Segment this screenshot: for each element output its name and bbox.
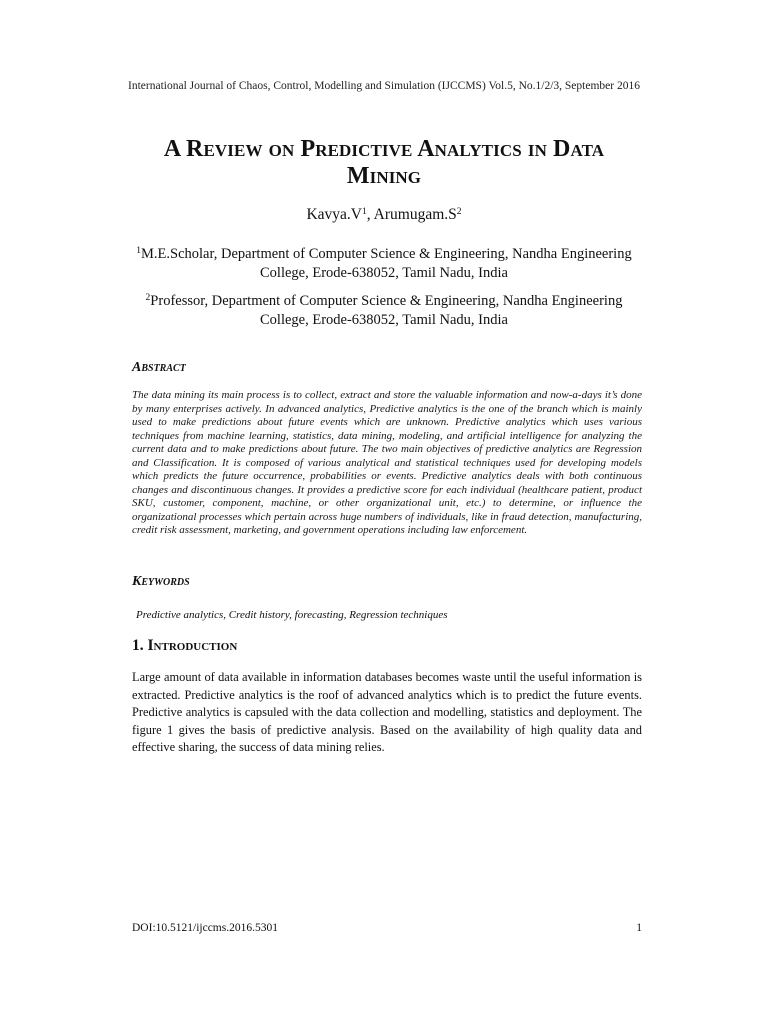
author-2-affiliation-mark: 2 [456, 207, 462, 217]
keywords-heading: Keywords [132, 574, 190, 589]
introduction-text: Large amount of data available in information databases becomes waste until the useful information is extracted. Predictive analytics is the roof of advanced analytics which is to predict the future events. Predictive analytics is capsuled with the data collection and modelling, statistics and deployment. The figure 1 gives the basis of predictive analysis. Based on the availability of high quality data and effective sharing, the success of data mining relies. [132, 670, 642, 755]
affiliation-2-text: Professor, Department of Computer Science & Engineering, Nandha Engineering College, Erode-638052, Tamil Nadu, India [150, 293, 623, 328]
affiliation-1 [120, 245, 648, 283]
running-header: International Journal of Chaos, Control, Modelling and Simulation (IJCCMS) Vol.5, No.1/2/3, September 2016 [128, 80, 640, 92]
author-2-name: Arumugam.S [373, 206, 457, 223]
footer-page-number: 1 [636, 922, 642, 934]
keywords-text: Predictive analytics, Credit history, forecasting, Regression techniques [136, 609, 448, 621]
author-1-affiliation-mark: 1 [362, 207, 367, 217]
abstract-text: The data mining its main process is to collect, extract and store the valuable information and now-a-days it’s done by many enterprises actively. In advanced analytics, Predictive analytics is the one of the branch which is mainly used to make predictions about future events which are unknown. Predictive analytics which uses various techniques from machine learning, statistics, data mining, modeling, and artificial intelligence for analyzing the current data and to make predictions about future. The two main objectives of predictive analytics are Regression and Classification. It is composed of various analytical and statistical techniques used for developing models which predicts the future occurrence, probabilities or events. Predictive analytics deals with both continuous changes and discontinuous changes. It provides a predictive score for each individual (healthcare patient, product SKU, customer, component, machine, or other organizational unit, etc.) to determine, or influence the organizational processes which pertain across huge numbers of individuals, like in fraud detection, manufacturing, credit risk assessment, marketing, and government operations including law enforcement. [132, 389, 642, 537]
affiliation-2-mark: 2 [145, 293, 151, 303]
author-list [0, 206, 768, 224]
paper-title-line-1: A Review on Predictive Analytics in Data [163, 136, 605, 162]
introduction-heading: 1. Introduction [132, 637, 238, 654]
affiliation-1-mark: 1 [136, 246, 142, 256]
author-separator: , [366, 206, 374, 223]
abstract-heading: Abstract [132, 360, 186, 375]
affiliation-2 [120, 292, 648, 330]
paper-title [0, 136, 768, 190]
footer-doi: DOI:10.5121/ijccms.2016.5301 [132, 922, 278, 934]
affiliation-1-text: M.E.Scholar, Department of Computer Science & Engineering, Nandha Engineering College, Erode-638052, Tamil Nadu, India [141, 246, 632, 281]
author-1-name: Kavya.V [306, 206, 363, 223]
paper-title-line-2: Mining [346, 163, 422, 189]
